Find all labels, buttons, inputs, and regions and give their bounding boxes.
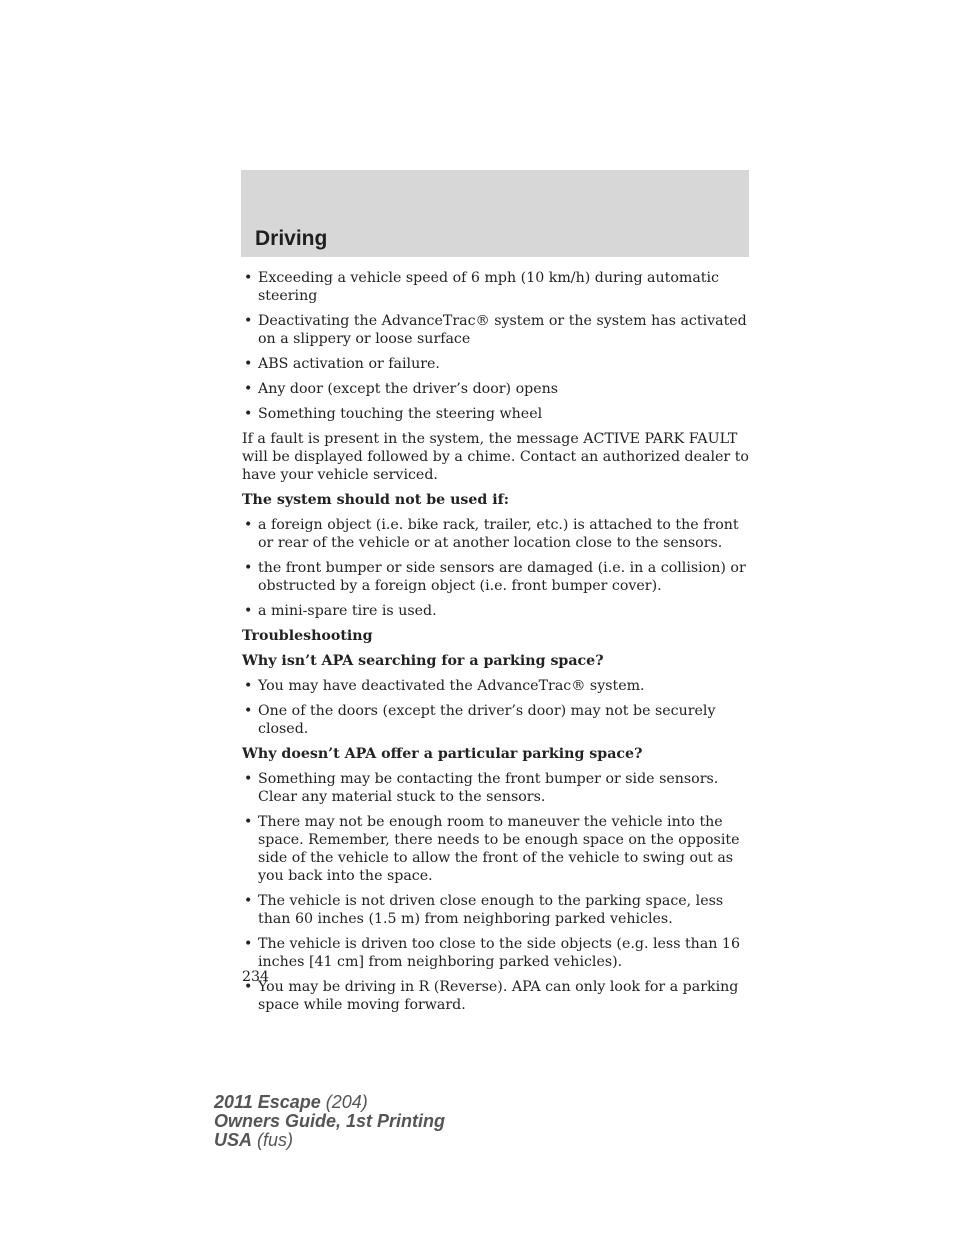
list-item: • You may be driving in R (Reverse). APA can only look for a parking space while moving forward. xyxy=(242,978,752,1014)
list-item: • There may not be enough room to maneuver the vehicle into the space. Remember, there needs to be enough space on the opposite side of the vehicle to allow the front of the vehicle to swing out as you back into the space. xyxy=(242,813,752,885)
footer-market-code: (fus) xyxy=(257,1130,294,1150)
list-item: • Something touching the steering wheel xyxy=(242,405,752,423)
footer-model: 2011 Escape xyxy=(214,1092,321,1112)
section-title: Driving xyxy=(255,227,328,250)
footer-market: USA xyxy=(214,1130,253,1150)
list-item: • Any door (except the driver’s door) opens xyxy=(242,380,752,398)
troubleshooting-heading: Troubleshooting xyxy=(242,628,373,644)
fault-paragraph: If a fault is present in the system, the message ACTIVE PARK FAULT will be displayed followed by a chime. Contact an authorized dealer to have your vehicle serviced. xyxy=(242,431,749,483)
question-heading: Why isn’t APA searching for a parking space? xyxy=(242,653,604,669)
page-number: 234 xyxy=(242,969,270,985)
list-item: • a foreign object (i.e. bike rack, trailer, etc.) is attached to the front or rear of the vehicle or at another location close to the sensors. xyxy=(242,516,752,552)
footer-line-model xyxy=(214,1093,445,1112)
list-item: • The vehicle is not driven close enough to the parking space, less than 60 inches (1.5 m) from neighboring parked vehicles. xyxy=(242,892,752,928)
section-header-band xyxy=(241,170,749,257)
list-item: • The vehicle is driven too close to the side objects (e.g. less than 16 inches [41 cm] from neighboring parked vehicles). xyxy=(242,935,752,971)
list-item: • the front bumper or side sensors are damaged (i.e. in a collision) or obstructed by a foreign object (i.e. front bumper cover). xyxy=(242,559,752,595)
list-item: • a mini-spare tire is used. xyxy=(242,602,752,620)
not-used-heading: The system should not be used if: xyxy=(242,492,509,508)
question-heading: Why doesn’t APA offer a particular parking space? xyxy=(242,746,643,762)
page-content xyxy=(242,269,752,1021)
footer-line-edition xyxy=(214,1112,445,1131)
footer-line-market xyxy=(214,1131,445,1150)
list-item: • You may have deactivated the AdvanceTrac® system. xyxy=(242,677,752,695)
list-item: • Deactivating the AdvanceTrac® system or the system has activated on a slippery or loose surface xyxy=(242,312,752,348)
list-item: • One of the doors (except the driver’s door) may not be securely closed. xyxy=(242,702,752,738)
print-footer xyxy=(214,1093,445,1150)
list-item: • Exceeding a vehicle speed of 6 mph (10 km/h) during automatic steering xyxy=(242,269,752,305)
footer-edition: Owners Guide, 1st Printing xyxy=(214,1111,446,1131)
list-item: • Something may be contacting the front bumper or side sensors. Clear any material stuck to the sensors. xyxy=(242,770,752,806)
footer-model-code: (204) xyxy=(325,1092,368,1112)
list-item: • ABS activation or failure. xyxy=(242,355,752,373)
